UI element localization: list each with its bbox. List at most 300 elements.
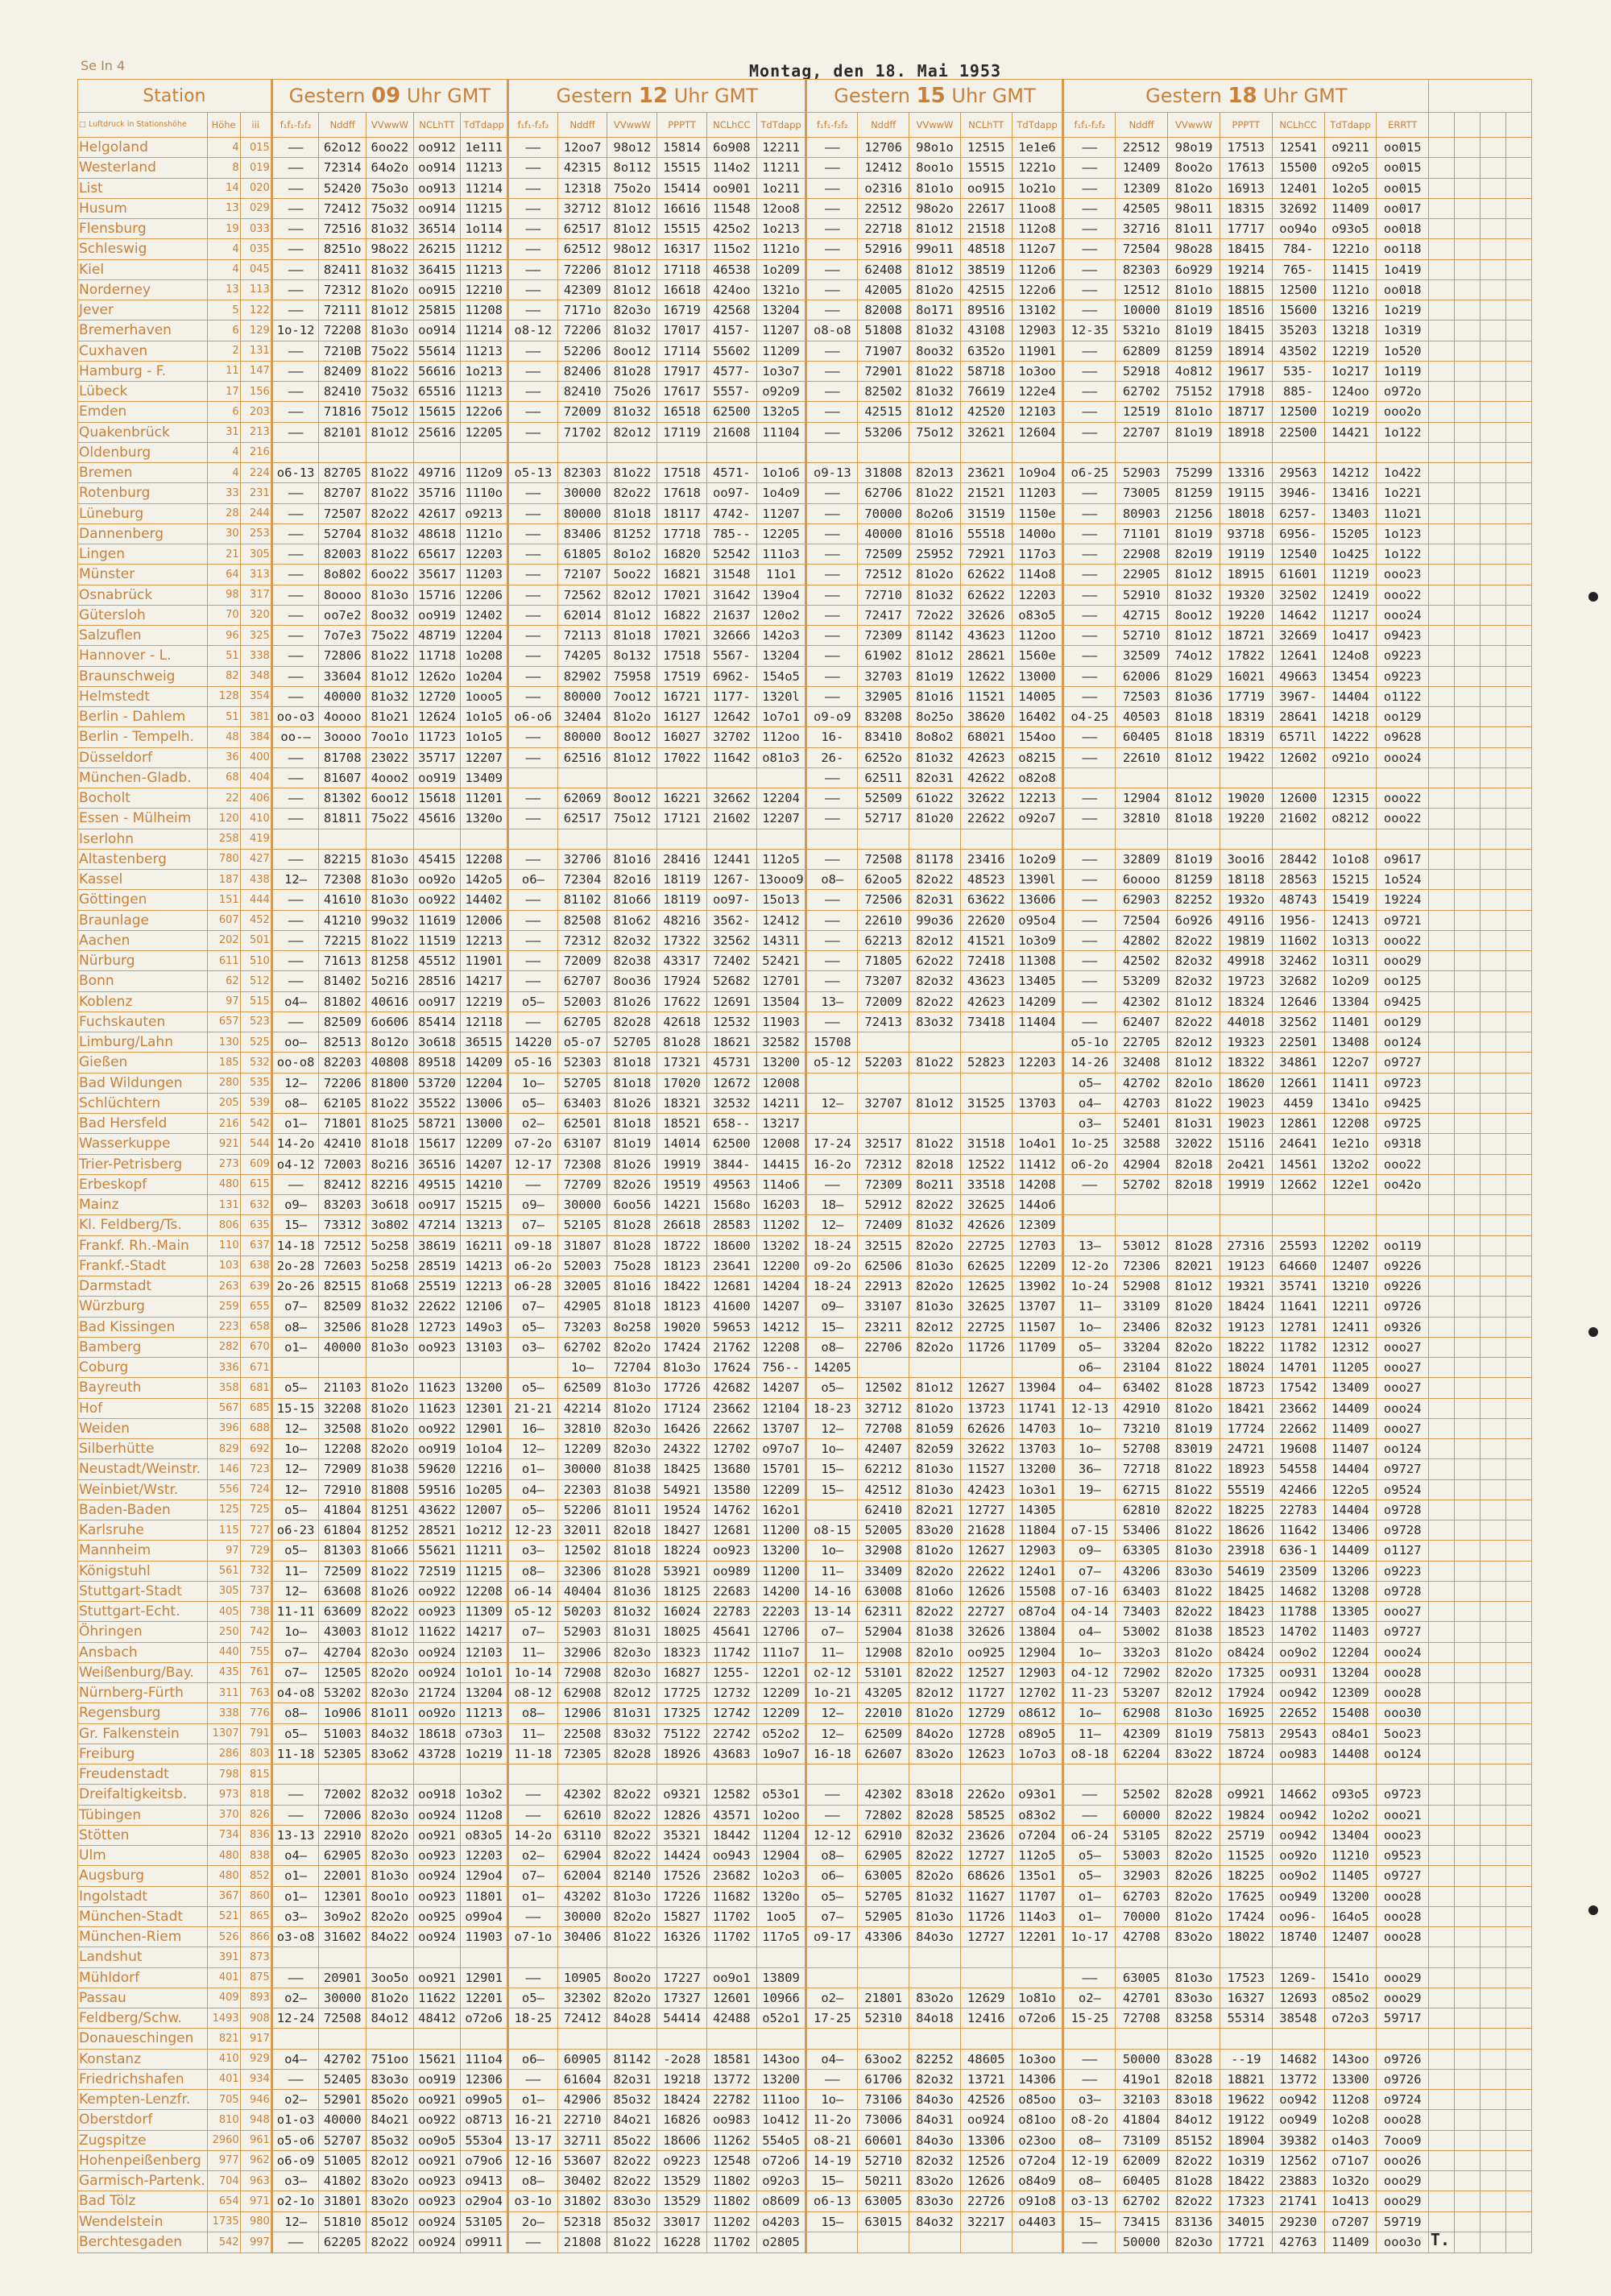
blank-cell: [1505, 1459, 1531, 1479]
observation-value: ——: [508, 279, 558, 300]
station-hoehe: 734: [207, 1825, 240, 1845]
observation-value: o3—: [508, 1337, 558, 1357]
observation-value: o9423: [1377, 626, 1429, 646]
observation-value: 17327: [657, 1988, 707, 2008]
observation-value: 17114: [657, 341, 707, 361]
observation-value: 13404: [1324, 1825, 1377, 1845]
blank-cell: [1505, 361, 1531, 381]
observation-value: 33017: [657, 2211, 707, 2232]
observation-value: ——: [1063, 198, 1116, 218]
station-name: Gießen: [78, 1053, 208, 1073]
observation-value: 81o31: [607, 1703, 657, 1723]
observation-value: 6oo22: [367, 138, 414, 158]
station-hoehe: 4: [207, 239, 240, 259]
observation-value: 72718: [1116, 1459, 1168, 1479]
station-hoehe: 336: [207, 1358, 240, 1378]
observation-value: 89516: [960, 300, 1012, 321]
observation-value: 73403: [1116, 1602, 1168, 1622]
observation-value: 13416: [1324, 483, 1377, 503]
observation-value: 27316: [1220, 1235, 1272, 1256]
observation-value: 81o36: [1168, 686, 1220, 706]
observation-value: o9728: [1377, 1581, 1429, 1601]
station-hoehe: 821: [207, 2029, 240, 2049]
observation-value: 81o62: [607, 910, 657, 930]
observation-value: o5—: [806, 1378, 858, 1398]
observation-value: o9723: [1377, 1785, 1429, 1805]
station-iii: 893: [240, 1988, 271, 2008]
observation-value: [1272, 767, 1324, 788]
observation-value: 82o12: [909, 1683, 961, 1703]
observation-value: 1o—: [271, 1622, 319, 1642]
observation-value: 72107: [557, 565, 607, 585]
blank-cell: [1505, 1378, 1531, 1398]
observation-value: 36515: [461, 1032, 508, 1053]
observation-value: 82o22: [909, 870, 961, 890]
blank-cell: [1480, 1723, 1505, 1744]
observation-value: 11-18: [508, 1744, 558, 1764]
observation-value: o4—: [271, 1846, 319, 1866]
observation-value: 29230: [1272, 2211, 1324, 2232]
observation-value: 23626: [960, 1825, 1012, 1845]
observation-value: 16-21: [508, 2110, 558, 2130]
station-iii: 727: [240, 1520, 271, 1541]
observation-value: 12702: [706, 1439, 756, 1459]
observation-value: [1377, 1215, 1429, 1235]
observation-value: 12207: [756, 809, 806, 829]
blank-cell: [1455, 727, 1481, 747]
observation-value: 22662: [1272, 1418, 1324, 1438]
column-header-18-6: ERRTT: [1377, 113, 1429, 138]
blank-cell: [1480, 951, 1505, 971]
station-hoehe: 110: [207, 1235, 240, 1256]
observation-value: 82o3o: [607, 1662, 657, 1682]
observation-value: ——: [806, 2069, 858, 2089]
observation-value: 11213: [461, 341, 508, 361]
observation-value: 19919: [1220, 1174, 1272, 1194]
observation-value: 81o25: [367, 1114, 414, 1134]
observation-value: 42005: [858, 279, 909, 300]
observation-value: ——: [508, 341, 558, 361]
observation-value: 22662: [706, 1418, 756, 1438]
observation-value: 12703: [1012, 1235, 1063, 1256]
observation-value: 12204: [461, 626, 508, 646]
observation-value: 63609: [319, 1602, 367, 1622]
observation-value: o8-2o: [1063, 2110, 1116, 2130]
observation-value: 15408: [1324, 1703, 1377, 1723]
observation-value: oo922: [413, 890, 461, 910]
observation-value: [1012, 2232, 1063, 2253]
observation-value: 82o16: [607, 870, 657, 890]
observation-value: [706, 442, 756, 462]
observation-value: oo925: [960, 1642, 1012, 1662]
observation-value: ——: [271, 747, 319, 767]
observation-value: 43108: [960, 321, 1012, 341]
blank-cell: [1480, 361, 1505, 381]
observation-value: 4577-: [706, 361, 756, 381]
blank-cell: [1455, 422, 1481, 442]
observation-value: o8—: [806, 1846, 858, 1866]
blank-cell: [1480, 646, 1505, 666]
blank-cell: [1455, 1439, 1481, 1459]
observation-value: 81259: [1168, 483, 1220, 503]
blank-cell: [1429, 829, 1455, 849]
station-row: [78, 2110, 1532, 2130]
observation-value: o8-18: [1063, 1744, 1116, 1764]
station-iii: 729: [240, 1541, 271, 1561]
observation-value: 13703: [1012, 1439, 1063, 1459]
blank-cell: [1505, 422, 1531, 442]
station-hoehe: 358: [207, 1378, 240, 1398]
observation-value: 13—: [806, 991, 858, 1011]
observation-value: 42488: [706, 2008, 756, 2029]
observation-value: 62512: [557, 239, 607, 259]
observation-value: 32532: [706, 1093, 756, 1113]
observation-value: ——: [1063, 605, 1116, 625]
observation-value: 81o18: [1168, 809, 1220, 829]
observation-value: 1110o: [461, 483, 508, 503]
observation-value: 12209: [1012, 1256, 1063, 1276]
blank-cell: [1505, 747, 1531, 767]
observation-value: 75o32: [367, 198, 414, 218]
station-iii: 742: [240, 1622, 271, 1642]
observation-value: 71816: [319, 402, 367, 422]
observation-value: ——: [806, 1805, 858, 1825]
observation-value: 4459: [1272, 1093, 1324, 1113]
observation-value: o9727: [1377, 1459, 1429, 1479]
observation-value: 13000: [461, 1114, 508, 1134]
observation-value: o8—: [271, 1093, 319, 1113]
observation-value: 42302: [858, 1785, 909, 1805]
blank-cell: [1429, 402, 1455, 422]
observation-value: 32509: [1116, 646, 1168, 666]
blank-cell: [1505, 219, 1531, 239]
observation-value: 13208: [1324, 1581, 1377, 1601]
observation-value: 83136: [1168, 2211, 1220, 2232]
observation-value: 12781: [1272, 1317, 1324, 1337]
station-name: Zugspitze: [78, 2130, 208, 2150]
observation-value: 40404: [557, 1581, 607, 1601]
observation-value: o2—: [806, 1988, 858, 2008]
observation-value: 81800: [367, 1073, 414, 1093]
observation-value: 15o13: [756, 890, 806, 910]
observation-value: 43571: [706, 1805, 756, 1825]
observation-value: 8o802: [319, 565, 367, 585]
observation-value: 4o812: [1168, 361, 1220, 381]
station-row: [78, 1602, 1532, 1622]
observation-value: 1o211: [756, 178, 806, 198]
observation-value: 1o2o2: [1324, 1805, 1377, 1825]
column-header-15-2: VVwwW: [909, 113, 961, 138]
observation-value: 62009: [1116, 2150, 1168, 2170]
observation-value: 1o319: [1220, 2150, 1272, 2170]
observation-value: 81o20: [909, 809, 961, 829]
observation-value: o23oo: [1012, 2130, 1063, 2150]
observation-value: 23918: [1220, 1541, 1272, 1561]
station-row: [78, 2171, 1532, 2191]
blank-cell: [1480, 626, 1505, 646]
observation-value: 82o2o: [1168, 1886, 1220, 1906]
observation-value: 135o1: [1012, 1866, 1063, 1886]
observation-value: ——: [1063, 138, 1116, 158]
observation-value: 81o32: [367, 259, 414, 279]
observation-value: 81o3o: [1168, 1541, 1220, 1561]
blank-cell: [1480, 2191, 1505, 2211]
observation-value: [858, 1947, 909, 1967]
observation-value: ——: [1063, 788, 1116, 809]
observation-value: ——: [508, 198, 558, 218]
observation-value: 63622: [960, 890, 1012, 910]
observation-value: 84o32: [367, 1723, 414, 1744]
observation-value: ——: [806, 259, 858, 279]
observation-value: 8o2o6: [909, 503, 961, 523]
observation-value: 13216: [1324, 300, 1377, 321]
observation-value: 62904: [557, 1846, 607, 1866]
station-hoehe: 2960: [207, 2130, 240, 2150]
blank-cell: [1455, 1073, 1481, 1093]
punch-hole-icon: [1588, 1327, 1598, 1337]
blank-cell: [1455, 686, 1481, 706]
station-iii: 763: [240, 1683, 271, 1703]
observation-value: 154oo: [1012, 727, 1063, 747]
station-name: Hannover - L.: [78, 646, 208, 666]
observation-value: 99o32: [367, 910, 414, 930]
observation-value: o6—: [1063, 1358, 1116, 1378]
station-iii: 320: [240, 605, 271, 625]
observation-value: [1324, 442, 1377, 462]
observation-value: 1oo5: [756, 1906, 806, 1926]
observation-value: 81o12: [607, 747, 657, 767]
observation-value: 82216: [367, 1174, 414, 1194]
observation-value: [1063, 1947, 1116, 1967]
observation-value: 11507: [1012, 1317, 1063, 1337]
observation-value: 6252o: [858, 747, 909, 767]
observation-value: 81o12: [1168, 1276, 1220, 1297]
observation-value: o7—: [508, 1297, 558, 1317]
observation-value: 44018: [1220, 1011, 1272, 1032]
blank-cell: [1429, 626, 1455, 646]
observation-value: 81o32: [909, 1215, 961, 1235]
observation-value: 53206: [858, 422, 909, 442]
station-row: [78, 727, 1532, 747]
station-iii: 803: [240, 1744, 271, 1764]
observation-value: 81o32: [367, 1297, 414, 1317]
observation-value: 72512: [858, 565, 909, 585]
observation-value: 31602: [319, 1927, 367, 1947]
observation-value: 12562: [1272, 2150, 1324, 2170]
observation-value: o9524: [1377, 1479, 1429, 1500]
observation-value: 11211: [461, 1541, 508, 1561]
observation-value: 62903: [1116, 890, 1168, 910]
observation-value: 33409: [858, 1561, 909, 1581]
observation-value: 8251o: [319, 239, 367, 259]
observation-value: 12208: [461, 1581, 508, 1601]
station-hoehe: 250: [207, 1622, 240, 1642]
observation-value: 82o32: [1168, 971, 1220, 991]
station-name: Augsburg: [78, 1866, 208, 1886]
observation-value: 1o422: [1377, 463, 1429, 483]
blank-cell: [1429, 361, 1455, 381]
station-row: [78, 1967, 1532, 1988]
observation-value: [657, 2029, 707, 2049]
observation-value: 48618: [413, 523, 461, 544]
observation-value: 122e1: [1324, 1174, 1377, 1194]
observation-value: 12213: [1012, 788, 1063, 809]
observation-value: 19020: [1220, 788, 1272, 809]
observation-value: 2o-28: [271, 1256, 319, 1276]
observation-value: 12901: [461, 1418, 508, 1438]
station-name: Bamberg: [78, 1337, 208, 1357]
observation-value: 122o6: [461, 402, 508, 422]
observation-value: 75813: [1220, 1723, 1272, 1744]
observation-value: 12—: [271, 1581, 319, 1601]
blank-cell: [1505, 1500, 1531, 1520]
blank-cell: [1480, 686, 1505, 706]
station-name: Wendelstein: [78, 2211, 208, 2232]
observation-value: ——: [508, 565, 558, 585]
observation-value: o8-12: [508, 321, 558, 341]
observation-value: 35321: [657, 1825, 707, 1845]
observation-value: 122o6: [1012, 279, 1063, 300]
blank-cell: [1480, 1459, 1505, 1479]
observation-value: 11802: [706, 2191, 756, 2211]
blank-cell: [1505, 503, 1531, 523]
observation-value: 10905: [557, 1967, 607, 1988]
observation-value: 84o3o: [909, 2090, 961, 2110]
observation-value: 33109: [1116, 1297, 1168, 1317]
station-row: [78, 2008, 1532, 2029]
observation-value: 18723: [1220, 1378, 1272, 1398]
blank-cell: [1505, 279, 1531, 300]
observation-value: oo942: [1272, 2090, 1324, 2110]
observation-value: 45512: [413, 951, 461, 971]
observation-value: 58721: [413, 1114, 461, 1134]
observation-value: 81o68: [367, 1276, 414, 1297]
observation-value: 19617: [1220, 361, 1272, 381]
observation-value: 11622: [413, 1622, 461, 1642]
observation-value: 63008: [858, 1581, 909, 1601]
observation-value: 80000: [557, 503, 607, 523]
observation-value: [1377, 767, 1429, 788]
station-name: Weißenburg/Bay.: [78, 1662, 208, 1682]
observation-value: o7—: [271, 1662, 319, 1682]
observation-value: [806, 1764, 858, 1785]
observation-value: o72o4: [1012, 2150, 1063, 2170]
blank-cell: [1480, 767, 1505, 788]
observation-value: 13721: [960, 2069, 1012, 2089]
observation-value: o9628: [1377, 727, 1429, 747]
group-header-12: Gestern 12 Uhr GMT: [508, 80, 806, 113]
observation-value: 81o3o: [367, 890, 414, 910]
observation-value: 52910: [1116, 585, 1168, 605]
spare-header: [1429, 80, 1532, 113]
column-header-12-4: NCLhCC: [706, 113, 756, 138]
observation-value: ——: [1063, 809, 1116, 829]
blank-cell: [1505, 666, 1531, 686]
observation-value: 32103: [1116, 2090, 1168, 2110]
blank-cell: [1455, 1418, 1481, 1438]
observation-value: 13204: [1324, 1662, 1377, 1682]
observation-value: 81o22: [909, 1134, 961, 1154]
observation-value: 14220: [508, 1032, 558, 1053]
observation-value: 32682: [1272, 971, 1324, 991]
observation-value: 18323: [657, 1642, 707, 1662]
blank-cell: [1429, 1337, 1455, 1357]
observation-value: oo015: [1377, 138, 1429, 158]
observation-value: 81o3o: [1168, 1703, 1220, 1723]
observation-value: [806, 2029, 858, 2049]
observation-value: 81o3o: [367, 870, 414, 890]
observation-value: ——: [806, 890, 858, 910]
observation-value: 12646: [1272, 991, 1324, 1011]
observation-value: ——: [1063, 382, 1116, 402]
observation-value: 38620: [960, 707, 1012, 727]
observation-value: o6-14: [508, 1581, 558, 1601]
observation-value: 11210: [1324, 1846, 1377, 1866]
station-iii: 971: [240, 2191, 271, 2211]
observation-value: ——: [271, 809, 319, 829]
observation-value: 21801: [858, 1988, 909, 2008]
observation-value: 49663: [1272, 666, 1324, 686]
station-name: Kassel: [78, 870, 208, 890]
blank-cell: [1480, 707, 1505, 727]
blank-cell: [1505, 1967, 1531, 1988]
observation-value: ——: [508, 402, 558, 422]
observation-value: 63305: [1116, 1541, 1168, 1561]
station-row: [78, 1886, 1532, 1906]
blank-cell: [1455, 402, 1481, 422]
observation-value: 28583: [706, 1215, 756, 1235]
observation-value: 11527: [960, 1459, 1012, 1479]
observation-value: 82o22: [1168, 1602, 1220, 1622]
blank-cell: [1480, 402, 1505, 422]
observation-value: o9326: [1377, 1317, 1429, 1337]
observation-value: oo018: [1377, 279, 1429, 300]
observation-value: 72512: [319, 1235, 367, 1256]
station-name: Cuxhaven: [78, 341, 208, 361]
station-row: [78, 483, 1532, 503]
station-name: Berchtesgaden: [78, 2232, 208, 2253]
page-corner-mark: Se In 4: [81, 58, 126, 73]
observation-value: 82008: [858, 300, 909, 321]
observation-value: ooo28: [1377, 1662, 1429, 1682]
observation-value: ——: [806, 605, 858, 625]
observation-value: 81142: [607, 2049, 657, 2069]
observation-value: 14762: [706, 1500, 756, 1520]
observation-value: oo924: [960, 2110, 1012, 2130]
observation-value: 6956-: [1272, 523, 1324, 544]
observation-value: 45415: [413, 849, 461, 869]
observation-value: 4157-: [706, 321, 756, 341]
observation-value: 72921: [960, 544, 1012, 565]
observation-value: [1272, 1195, 1324, 1215]
observation-value: 332o3: [1116, 1642, 1168, 1662]
station-iii: 724: [240, 1479, 271, 1500]
observation-value: ——: [806, 910, 858, 930]
station-row: [78, 1053, 1532, 1073]
observation-value: 82o28: [607, 1744, 657, 1764]
station-row: [78, 2049, 1532, 2069]
observation-value: ooo28: [1377, 1683, 1429, 1703]
observation-value: 62517: [557, 219, 607, 239]
observation-value: 23662: [706, 1398, 756, 1418]
observation-value: 13200: [461, 1378, 508, 1398]
station-hoehe: 4: [207, 138, 240, 158]
observation-value: ooo22: [1377, 585, 1429, 605]
observation-value: 32408: [1116, 1053, 1168, 1073]
blank-cell: [1429, 321, 1455, 341]
blank-cell: [1429, 849, 1455, 869]
station-hoehe: 146: [207, 1459, 240, 1479]
